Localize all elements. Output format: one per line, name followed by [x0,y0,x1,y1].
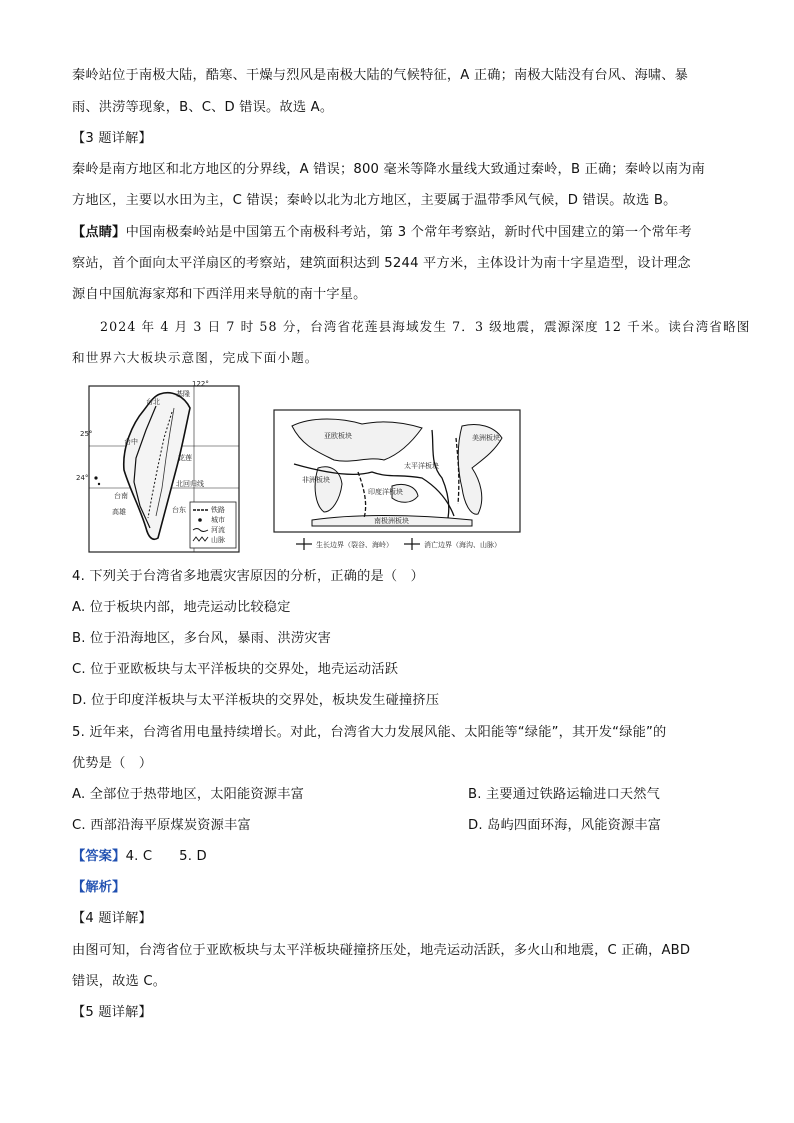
dianjing-line-3: 源自中国航海家郑和下西洋用来导航的南十字星。 [72,287,367,302]
answer-tag: 【答案】 [72,849,126,864]
intro-line-1: 秦岭站位于南极大陆，酷寒、干燥与烈风是南极大陆的气候特征，A 正确；南极大陆没有台风、海啸、暴 [72,68,689,83]
q5-option-d: D. 岛屿四面环海，风能资源丰富 [468,818,662,833]
plate-label-american: 美洲板块 [472,434,500,442]
dianjing-text-1: 中国南极秦岭站是中国第五个南极科考站，第 3 个常年考察站，新时代中国建立的第一个常年考 [125,225,692,240]
stem-line-2: 和世界六大板块示意图，完成下面小题。 [72,350,319,365]
q5-options-row-1 [72,785,661,805]
q4-option-a: A. 位于板块内部，地壳运动比较稳定 [72,600,291,615]
plate-label-indian: 印度洋板块 [368,488,403,496]
legend-mountain: 山脉 [211,536,225,544]
analysis-tag: 【解析】 [72,880,126,895]
plate-label-eurasian: 亚欧板块 [324,432,352,440]
legend-railway: 铁路 [211,506,225,514]
map-label-taitung: 台东 [172,506,186,514]
q5-option-c: C. 西部沿海平原煤炭资源丰富 [72,818,251,833]
q4-stem: 4. 下列关于台湾省多地震灾害原因的分析，正确的是（ ） [72,569,425,584]
q4-detail-line-2: 错误，故选 C。 [72,974,167,989]
q3-detail-line-2: 方地区，主要以水田为主，C 错误；秦岭以北为北方地区，主要属于温带季风气候，D 错误。故选 B。 [72,193,677,208]
q5-detail-header: 【5 题详解】 [72,1005,152,1020]
q3-detail-line-1: 秦岭是南方地区和北方地区的分界线，A 错误；800 毫米等降水量线大致通过秦岭，B 正确；秦岭以南为南 [72,162,706,177]
map-label-taipei: 台北 [146,398,160,406]
plate-label-antarctic: 南极洲板块 [374,517,409,525]
stem-line-1: 2024 年 4 月 3 日 7 时 58 分，台湾省花莲县海域发生 7．3 级地震，震源深度 12 千米。读台湾省略图 [100,319,751,334]
answer-text: 4. C 5. D [125,849,207,864]
legend-city: 城市 [211,516,225,524]
taiwan-map [72,378,242,556]
plate-legend-ridge: 生长边界（裂谷、海岭） [316,541,393,549]
q5-option-a: A. 全部位于热带地区，太阳能资源丰富 [72,787,304,802]
answer-line [72,847,207,867]
q5-options-row-2 [72,816,662,836]
q4-option-d: D. 位于印度洋板块与太平洋板块的交界处，板块发生碰撞挤压 [72,693,440,708]
plate-label-african: 非洲板块 [302,476,330,484]
map-label-hualien: 花莲 [178,454,192,462]
world-plates-map [272,408,524,554]
map-label-keelung: 基隆 [176,390,190,398]
svg-text:122°: 122° [192,380,209,388]
q4-option-c: C. 位于亚欧板块与太平洋板块的交界处，地壳运动活跃 [72,662,399,677]
map-label-kaohsiung: 高雄 [112,508,126,516]
q4-detail-line-1: 由图可知，台湾省位于亚欧板块与太平洋板块碰撞挤压处，地壳运动活跃，多火山和地震，C 正确，ABD [72,943,691,958]
map-label-tainan: 台南 [114,492,128,500]
plate-legend-trench: 消亡边界（海沟、山脉） [424,541,501,549]
q4-option-b: B. 位于沿海地区，多台风，暴雨、洪涝灾害 [72,631,332,646]
map-label-taichung: 台中 [124,438,138,446]
intro-line-2: 雨、洪涝等现象，B、C、D 错误。故选 A。 [72,100,334,115]
dianjing-line-1 [72,223,692,243]
dianjing-line-2: 察站，首个面向太平洋扇区的考察站，建筑面积达到 5244 平方米，主体设计为南十字星造型，设计理念 [72,256,691,271]
q5-stem-line-1: 5. 近年来，台湾省用电量持续增长。对此，台湾省大力发展风能、太阳能等“绿能”，其开发“绿能”的 [72,725,667,740]
plate-label-pacific: 太平洋板块 [404,462,439,470]
q3-detail-header: 【3 题详解】 [72,131,152,146]
svg-text:25°: 25° [80,430,93,438]
svg-text:24°: 24° [76,474,89,482]
legend-river: 河流 [211,526,225,534]
q5-stem-line-2: 优势是（ ） [72,756,153,771]
map-label-tropic: 北回归线 [176,480,204,488]
q4-detail-header: 【4 题详解】 [72,911,152,926]
dianjing-tag: 【点睛】 [72,225,126,240]
analysis-line [72,878,126,898]
q5-option-b: B. 主要通过铁路运输进口天然气 [468,787,661,802]
